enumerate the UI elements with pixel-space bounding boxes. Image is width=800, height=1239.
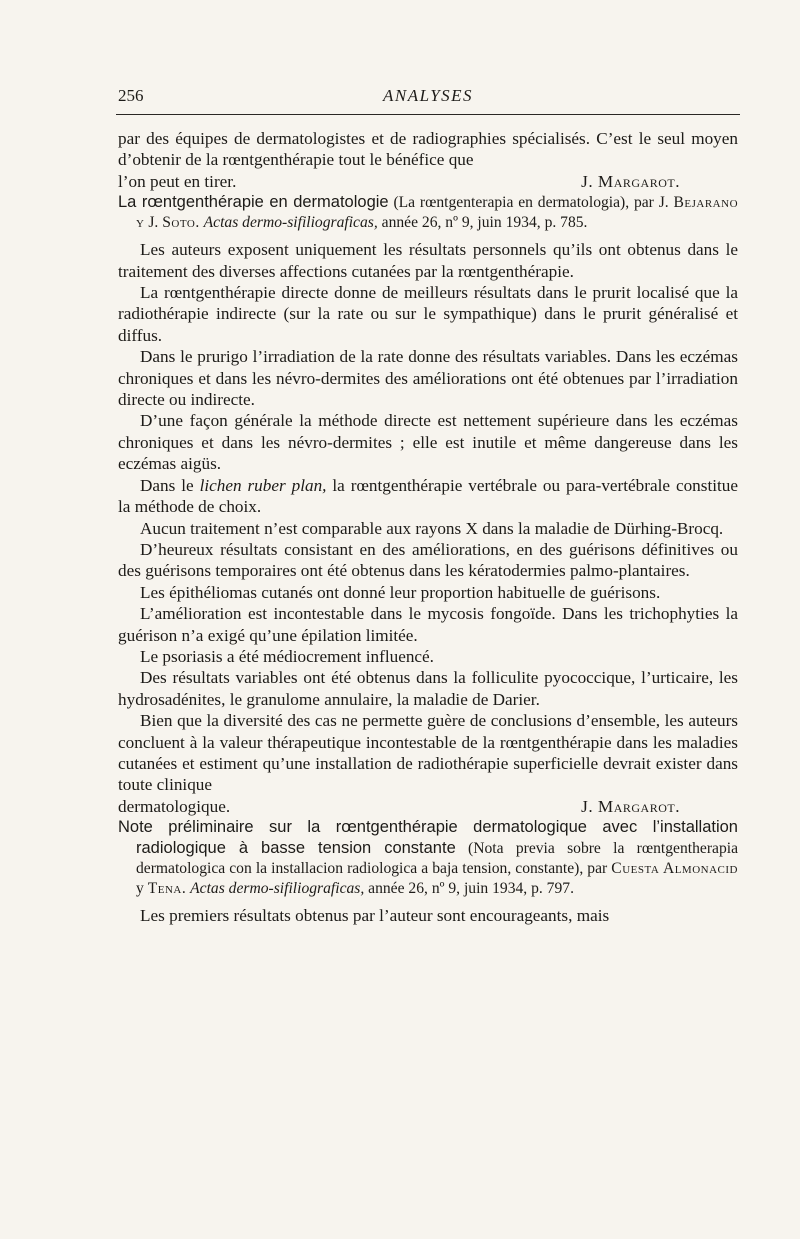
lichen-pre: Dans le — [140, 475, 194, 495]
article1-paragraph-9: Le psoriasis a été médiocrement influencé. — [140, 646, 434, 666]
intro-text: par des équipes de dermatologistes et de radiographies spécialisés. C’est le seul moyen d’obtenir de la rœntgenthérapie tout le bénéfice que — [118, 129, 738, 170]
article2-citation: année 26, nº 9, juin 1934, p. 797. — [368, 880, 574, 898]
intro-paragraph — [118, 128, 738, 171]
article1-journal: Actas dermo-sifiliograficas, — [203, 214, 378, 232]
article1-paragraph-3: Dans le prurigo l’irradiation de la rate donne des résultats variables. Dans les eczémas chroniques et dans les névro-dermites des améliorations ont été obtenues par l’irradiation directe ou indirecte. — [118, 347, 738, 410]
article1-closing — [118, 796, 738, 817]
page-content — [118, 128, 738, 927]
intro-closing — [118, 171, 738, 192]
article1-paragraph-1: Les auteurs exposent uniquement les résultats personnels qu’ils ont obtenus dans le traitement des diverses affections cutanées par la rœntgenthérapie. — [118, 240, 738, 281]
article1-author2: Soto. — [162, 214, 200, 232]
article1-paragraph-11: Bien que la diversité des cas ne permette guère de conclusions d’ensemble, les auteurs concluent à la valeur thérapeutique incontestable de la rœntgenthérapie dans les maladies cutanées et estiment qu’une installation de radiothérapie superficielle devrait exister dans toute clinique — [118, 711, 738, 795]
article2-author2: Tena. — [147, 880, 187, 898]
article1-paragraph-7: Les épithéliomas cutanés ont donné leur proportion habituelle de guérisons. — [140, 582, 661, 602]
article2-author1: Cuesta Almonacid — [611, 860, 738, 878]
article2-subtitle: (Nota previa sobre la rœntgentherapia dermatologica con la installacion radiologica a baja tension, constante), par — [136, 840, 738, 878]
article1-paragraph-4: D’une façon générale la méthode directe est nettement supérieure dans les eczémas chroniques et dans les névro-dermites ; elle est inutile et même dangereuse dans les eczémas aigüs. — [118, 411, 738, 474]
article1-paragraph-5: Aucun traitement n’est comparable aux rayons X dans la maladie de Dürhing-Brocq. — [140, 518, 724, 538]
article1-authors-mid: J. — [148, 214, 159, 232]
article2-title: Note préliminaire sur la rœntgenthérapie dermatologique avec l’installation radiologique à basse tension constante — [118, 818, 738, 858]
article1-author1: Bejarano y — [136, 194, 739, 232]
article1-authors-prefix: par J. — [633, 194, 669, 212]
article1-citation: année 26, nº 9, juin 1934, p. 785. — [381, 214, 588, 232]
intro-signature: J. Margarot. — [581, 171, 680, 191]
lichen-post: la rœntgenthérapie vertébrale ou para-vertébrale constitue la méthode de choix. — [118, 475, 739, 517]
article1-last-word: dermatologique. — [118, 796, 231, 816]
running-head: ANALYSES — [382, 86, 474, 105]
article2-author-mid: y — [136, 880, 144, 898]
article1-paragraph-10: Des résultats variables ont été obtenus dans la folliculite pyococcique, l’urticaire, les hydrosadénites, le granulome annulaire, la maladie de Darier. — [118, 668, 738, 709]
article1-title: La rœntgenthérapie en dermatologie — [118, 193, 389, 212]
article2-paragraph-1: Les premiers résultats obtenus par l’auteur sont encourageants, mais — [140, 906, 610, 926]
article1-paragraph-2: La rœntgenthérapie directe donne de meilleurs résultats dans le prurit localisé que la radiothérapie indirecte (sur la rate ou sur le sympathique) dans le prurit généralisé et diffus. — [118, 283, 738, 345]
article1-signature: J. Margarot. — [581, 796, 680, 816]
lichen-italic: lichen ruber plan, — [199, 475, 327, 495]
article1-paragraph-8: L’amélioration est incontestable dans le mycosis fongoïde. Dans les trichophyties la guérison n’a exigé qu’une épilation limitée. — [118, 604, 738, 645]
article2-heading — [118, 817, 738, 899]
header-rule — [116, 114, 740, 115]
article1-paragraph-6: D’heureux résultats consistant en des améliorations, en des guérisons définitives ou des guérisons temporaires ont été obtenus dans les kératodermies palmo-plantaires. — [118, 539, 738, 581]
article1-paragraph-lichen — [118, 475, 738, 518]
page-header — [118, 86, 738, 116]
intro-last-line: l’on peut en tirer. — [118, 171, 237, 191]
page-number: 256 — [118, 86, 144, 105]
article1-heading — [118, 192, 738, 233]
article2-journal: Actas dermo-sifiliograficas, — [190, 880, 365, 898]
article1-subtitle: (La rœntgenterapia en dermatologia), — [393, 194, 630, 212]
